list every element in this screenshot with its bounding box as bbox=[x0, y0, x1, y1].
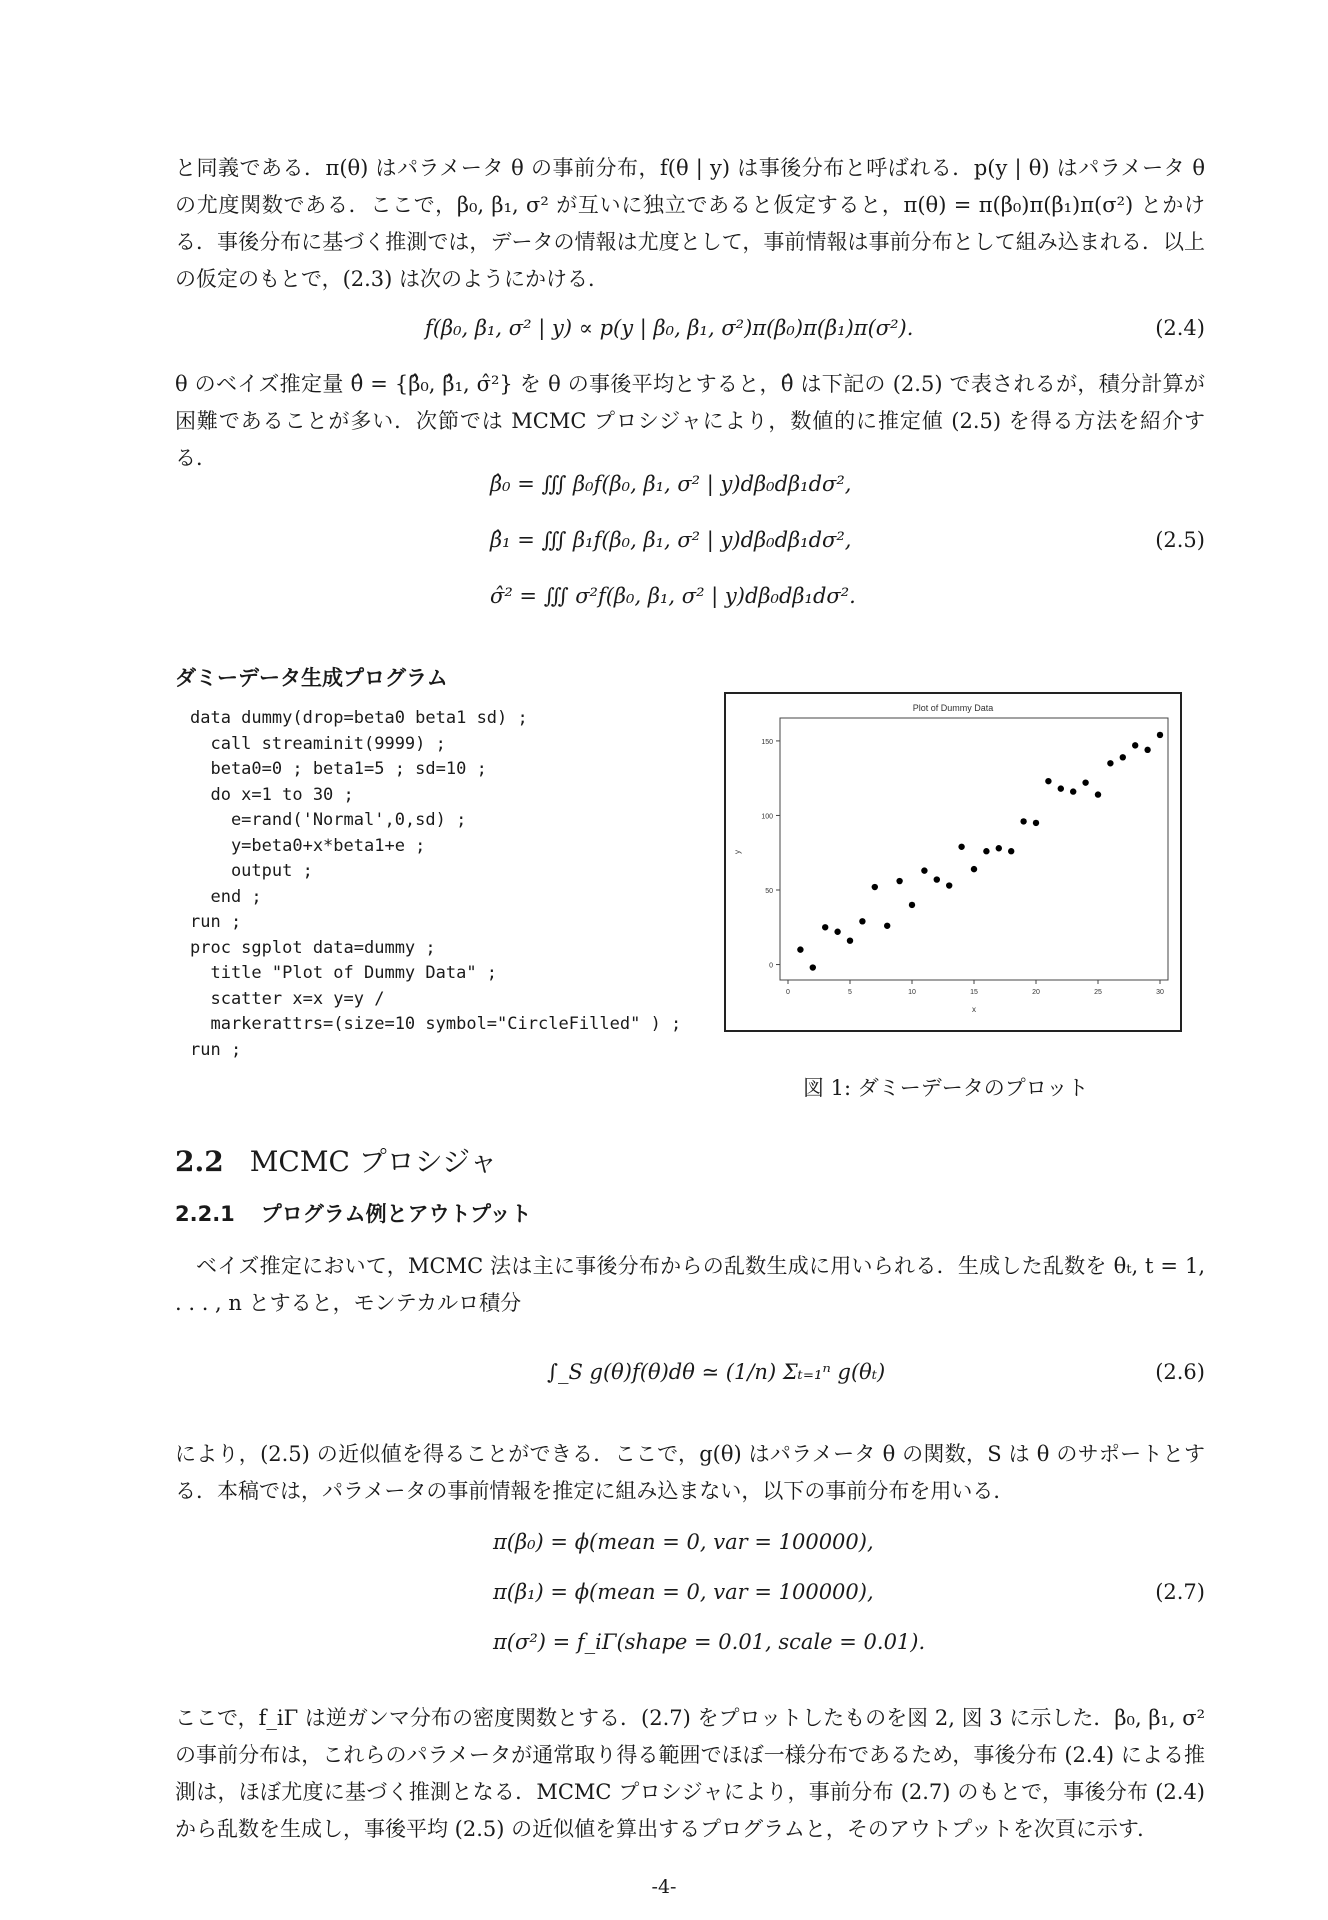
code-line: data dummy(drop=beta0 beta1 sd) ; bbox=[190, 708, 528, 728]
data-point bbox=[859, 918, 865, 924]
data-point bbox=[1082, 779, 1088, 785]
plot-area-border bbox=[780, 718, 1168, 980]
equation-2-7-line-2: π(β₁) = ϕ(mean = 0, var = 100000), bbox=[493, 1580, 874, 1604]
code-line: run ; bbox=[190, 1039, 242, 1060]
equation-2-5-line-2: β̂₁ = ∭ β₁f(β₀, β₁, σ² | y)dβ₀dβ₁dσ², bbox=[490, 528, 852, 552]
data-point bbox=[1144, 747, 1150, 753]
data-point bbox=[1157, 732, 1163, 738]
data-point bbox=[834, 929, 840, 935]
code-line: y=beta0+x*beta1+e ; bbox=[190, 835, 426, 856]
axis-group bbox=[761, 739, 1164, 996]
equation-2-4 bbox=[175, 316, 1205, 346]
data-point bbox=[1070, 788, 1076, 794]
data-point bbox=[1008, 848, 1014, 854]
data-point bbox=[847, 937, 853, 943]
code-line: scatter x=x y=y / bbox=[190, 988, 385, 1009]
equation-2-6-body: ∫_S g(θ)f(θ)dθ ≃ (1/n) Σₜ₌₁ⁿ g(θₜ) bbox=[547, 1360, 886, 1384]
y-tick-label: 150 bbox=[761, 738, 773, 746]
data-point bbox=[1020, 818, 1026, 824]
mcmc-paragraph: ベイズ推定において，MCMC 法は主に事後分布からの乱数生成に用いられる．生成した乱数を θₜ, t = 1, . . . , n とすると，モンテカルロ積分 bbox=[175, 1254, 1205, 1315]
chart-title: Plot of Dummy Data bbox=[912, 703, 994, 713]
code-line: title "Plot of Dummy Data" ; bbox=[190, 963, 498, 983]
equation-2-7-line-3: π(σ²) = f_iΓ(shape = 0.01, scale = 0.01). bbox=[493, 1630, 926, 1654]
code-line: run ; bbox=[190, 912, 242, 932]
data-point bbox=[983, 848, 989, 854]
x-tick-label: 15 bbox=[970, 989, 978, 996]
data-point bbox=[971, 866, 977, 872]
equation-2-4-body: f(β₀, β₁, σ² | y) ∝ p(y | β₀, β₁, σ²)π(β₀)π(β₁)π(σ²). bbox=[425, 316, 914, 340]
data-point bbox=[909, 902, 915, 908]
page-number: -4- bbox=[651, 1876, 677, 1898]
data-point bbox=[1045, 778, 1051, 784]
data-point bbox=[797, 946, 803, 952]
closing-paragraph: ここで，f_iΓ は逆ガンマ分布の密度関数とする．(2.7) をプロットしたものを図 2, 図 3 に示した．β₀, β₁, σ² の事前分布は，これらのパラメータが通常取り得る範囲でほぼ一様分布であるため，事後分布 (2.4) による推測は，ほぼ尤度に基づく推測となる．MCMC プロシジャにより，事前分布 (2.7) のもとで，事後分布 (2.4) から乱数を生成し，事後平均 (2.5) の近似値を算出するプログラムと，そのアウトプットを次頁に示す． bbox=[175, 1706, 1205, 1841]
subsection-number: 2.2.1 bbox=[175, 1202, 235, 1226]
x-axis-label: x bbox=[972, 1005, 976, 1014]
bayes-estimator-paragraph: θ のベイズ推定量 θ̂ = {β̂₀, β̂₁, σ̂²} を θ の事後平均とすると，θ̂ は下記の (2.5) で表されるが，積分計算が困難であることが多い．次節では MCMC プロシジャにより，数値的に推定値 (2.5) を得る方法を紹介する． bbox=[175, 372, 1205, 470]
equation-2-5-number: (2.5) bbox=[1155, 528, 1205, 552]
code-line: end ; bbox=[190, 886, 262, 907]
x-tick-label: 10 bbox=[908, 989, 916, 996]
section-number: 2.2 bbox=[175, 1145, 224, 1178]
data-point bbox=[996, 845, 1002, 851]
subsection-2-2-1-heading bbox=[175, 1198, 532, 1228]
data-point bbox=[810, 964, 816, 970]
data-point bbox=[934, 876, 940, 882]
data-point bbox=[896, 878, 902, 884]
data-point bbox=[1095, 791, 1101, 797]
data-point bbox=[822, 924, 828, 930]
equation-2-5-line-1: β̂₀ = ∭ β₀f(β₀, β₁, σ² | y)dβ₀dβ₁dσ², bbox=[490, 472, 852, 496]
equation-2-4-number: (2.4) bbox=[1155, 316, 1205, 340]
data-point bbox=[884, 923, 890, 929]
code-line: do x=1 to 30 ; bbox=[190, 784, 354, 805]
equation-2-5-line-3: σ̂² = ∭ σ²f(β₀, β₁, σ² | y)dβ₀dβ₁dσ². bbox=[490, 584, 856, 608]
data-point bbox=[1058, 785, 1064, 791]
code-line: output ; bbox=[190, 861, 313, 881]
equation-2-6-number: (2.6) bbox=[1155, 1360, 1205, 1384]
code-line: beta0=0 ; beta1=5 ; sd=10 ; bbox=[190, 759, 487, 779]
sas-code-block bbox=[190, 706, 681, 1063]
data-point bbox=[958, 844, 964, 850]
equation-2-5 bbox=[175, 470, 1205, 630]
x-tick-label: 25 bbox=[1094, 989, 1102, 996]
y-tick-label: 50 bbox=[765, 888, 773, 895]
section-title: MCMC プロシジャ bbox=[249, 1145, 498, 1178]
x-tick-label: 20 bbox=[1032, 989, 1040, 996]
code-line: call streaminit(9999) ; bbox=[190, 733, 446, 754]
x-tick-label: 0 bbox=[786, 989, 790, 996]
equation-2-7-number: (2.7) bbox=[1155, 1580, 1205, 1604]
x-tick-label: 30 bbox=[1156, 989, 1164, 996]
intro-paragraph: と同義である．π(θ) はパラメータ θ の事前分布，f(θ | y) は事後分布と呼ばれる．p(y | θ) はパラメータ θ の尤度関数である．ここで，β₀, β₁, σ² が互いに独立であると仮定すると，π(θ) = π(β₀)π(β₁)π(σ²) とかける．事後分布に基づく推測では，データの情報は尤度として，事前情報は事前分布として組み込まれる．以上の仮定のもとで，(2.3) は次のようにかける． bbox=[175, 156, 1205, 291]
scatter-plot-svg bbox=[726, 694, 1180, 1030]
data-point bbox=[1132, 742, 1138, 748]
code-line: proc sgplot data=dummy ; bbox=[190, 937, 436, 958]
equation-2-7-line-1: π(β₀) = ϕ(mean = 0, var = 100000), bbox=[493, 1530, 874, 1554]
data-point bbox=[872, 884, 878, 890]
y-tick-label: 0 bbox=[769, 962, 773, 970]
equation-2-6 bbox=[175, 1350, 1205, 1400]
section-2-2-heading bbox=[175, 1140, 498, 1180]
figure-1-caption: 図 1: ダミーデータのプロット bbox=[803, 1076, 1089, 1100]
code-line: e=rand('Normal',0,sd) ; bbox=[190, 810, 467, 830]
scatter-plot-figure bbox=[724, 692, 1182, 1032]
data-point bbox=[946, 882, 952, 888]
y-tick-label: 100 bbox=[761, 813, 773, 821]
data-point bbox=[1107, 760, 1113, 766]
y-axis-label: y bbox=[733, 850, 742, 854]
data-point bbox=[921, 867, 927, 873]
x-tick-label: 5 bbox=[848, 989, 852, 996]
approximation-paragraph: により，(2.5) の近似値を得ることができる．ここで，g(θ) はパラメータ θ の関数，S は θ のサポートとする．本稿では，パラメータの事前情報を推定に組み込まない，以下の事前分布を用いる． bbox=[175, 1442, 1205, 1503]
code-line: markerattrs=(size=10 symbol="CircleFilled" ) ; bbox=[190, 1014, 682, 1034]
equation-2-7 bbox=[175, 1530, 1205, 1680]
dummy-data-heading: ダミーデータ生成プログラム bbox=[175, 666, 448, 690]
subsection-title: プログラム例とアウトプット bbox=[260, 1202, 532, 1226]
data-point bbox=[1120, 754, 1126, 760]
points-group bbox=[797, 732, 1163, 971]
data-point bbox=[1033, 820, 1039, 826]
